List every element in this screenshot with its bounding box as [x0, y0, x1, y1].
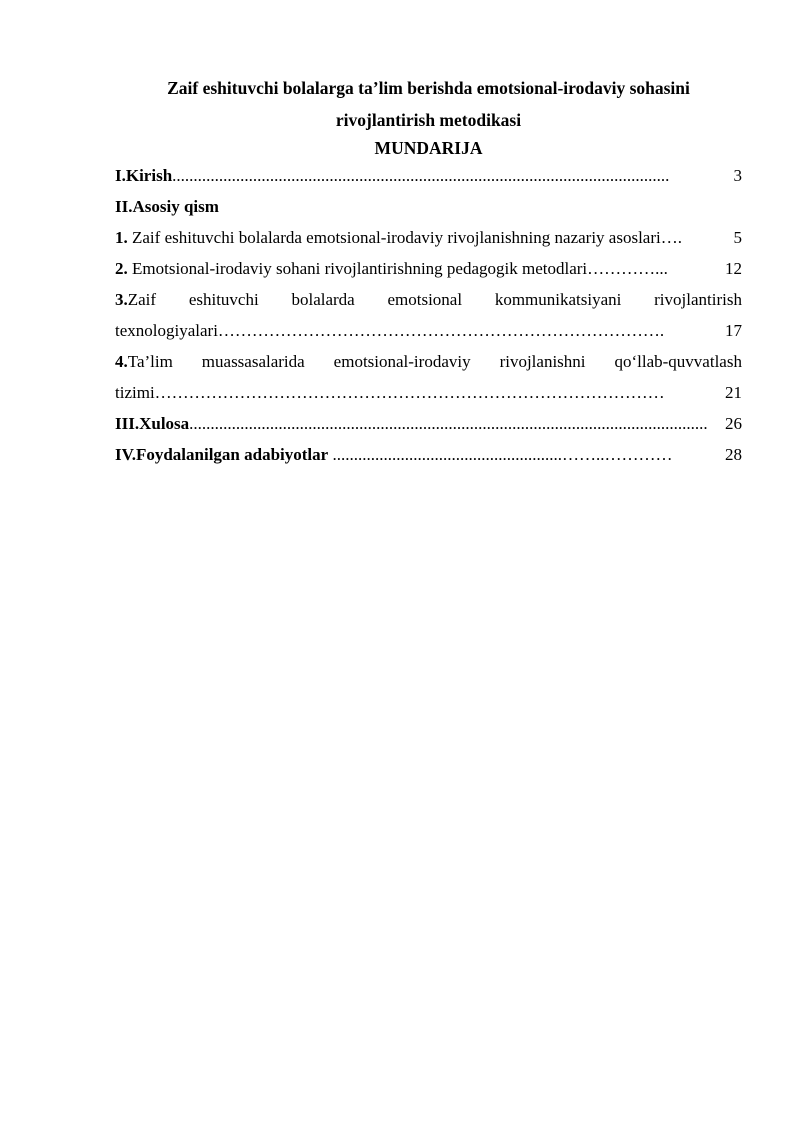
toc-entry-asosiy	[115, 191, 742, 222]
toc-entry-adabiyot	[115, 439, 742, 470]
toc-leader: .....................................................................................................................	[172, 166, 670, 185]
toc-word: kommunikatsiyani	[494, 290, 622, 309]
title-line-1: Zaif eshituvchi bolalarga ta’lim berishda emotsional-irodaviy sohasini	[167, 78, 690, 98]
toc-item-text: texnologiyalari	[115, 321, 218, 340]
toc-word: eshituvchi	[188, 290, 259, 309]
toc-page-number: 21	[725, 383, 742, 402]
toc-entry-3-line-1	[115, 284, 742, 315]
toc-entry-kirish	[115, 160, 742, 191]
toc-page-number: 5	[733, 228, 742, 247]
toc-entry-4-line-2	[115, 377, 742, 408]
toc-leader: …………...	[587, 259, 668, 278]
toc-leader: ………………………………………………………………………………	[154, 383, 665, 402]
toc-leader: …………………………………………………………………….	[217, 321, 665, 340]
document-title	[115, 72, 742, 136]
toc-label: I.Kirish	[115, 166, 173, 185]
toc-word: muassasalarida	[201, 352, 305, 371]
toc-entry-xulosa	[115, 408, 742, 439]
toc-item-text: Zaif eshituvchi bolalarda emotsional-irodaviy rivojlanishning nazariy asoslari	[127, 228, 661, 247]
toc-word: rivojlantirish	[654, 290, 742, 309]
title-line-2: rivojlantirish metodikasi	[335, 110, 522, 130]
document-page	[115, 0, 742, 470]
toc-label: II.Asosiy qism	[115, 197, 219, 216]
toc-heading: MUNDARIJA	[374, 138, 483, 158]
toc-item-number: 3.	[115, 290, 128, 309]
toc-word: qo‘llab-quvvatlash	[614, 352, 742, 371]
toc-page-number: 3	[733, 166, 742, 185]
toc-word: bolalarda	[291, 290, 355, 309]
toc-entry-3-line-2	[115, 315, 742, 346]
toc-page-number: 12	[725, 259, 742, 278]
toc-page-number: 28	[725, 445, 742, 464]
toc-item-text: tizimi	[115, 383, 155, 402]
toc-item-number: 2.	[115, 259, 128, 278]
toc-entry-1	[115, 222, 742, 253]
toc-page-number: 26	[725, 414, 742, 433]
toc-word: rivojlanishni	[499, 352, 586, 371]
toc-word: 4.Ta’lim	[115, 352, 173, 371]
toc-entry-2	[115, 253, 742, 284]
toc-item-text: Emotsional-irodaviy sohani rivojlantirishning pedagogik metodlari	[127, 259, 588, 278]
toc-leader: ..........................................................................................................................	[189, 414, 708, 433]
toc-label: III.Xulosa	[115, 414, 190, 433]
toc-word: emotsional-irodaviy	[333, 352, 471, 371]
toc-item-number: 4.	[115, 352, 128, 371]
toc-leader: ….	[660, 228, 682, 247]
toc-page-number: 17	[725, 321, 742, 340]
toc-word: emotsional	[387, 290, 463, 309]
toc-entry-4-line-1	[115, 346, 742, 377]
toc-item-number: 1.	[115, 228, 128, 247]
toc-label: IV.Foydalanilgan adabiyotlar	[115, 445, 329, 464]
toc-leader: ......................................................……..…………	[328, 445, 673, 464]
toc-word: 3.Zaif	[115, 290, 157, 309]
